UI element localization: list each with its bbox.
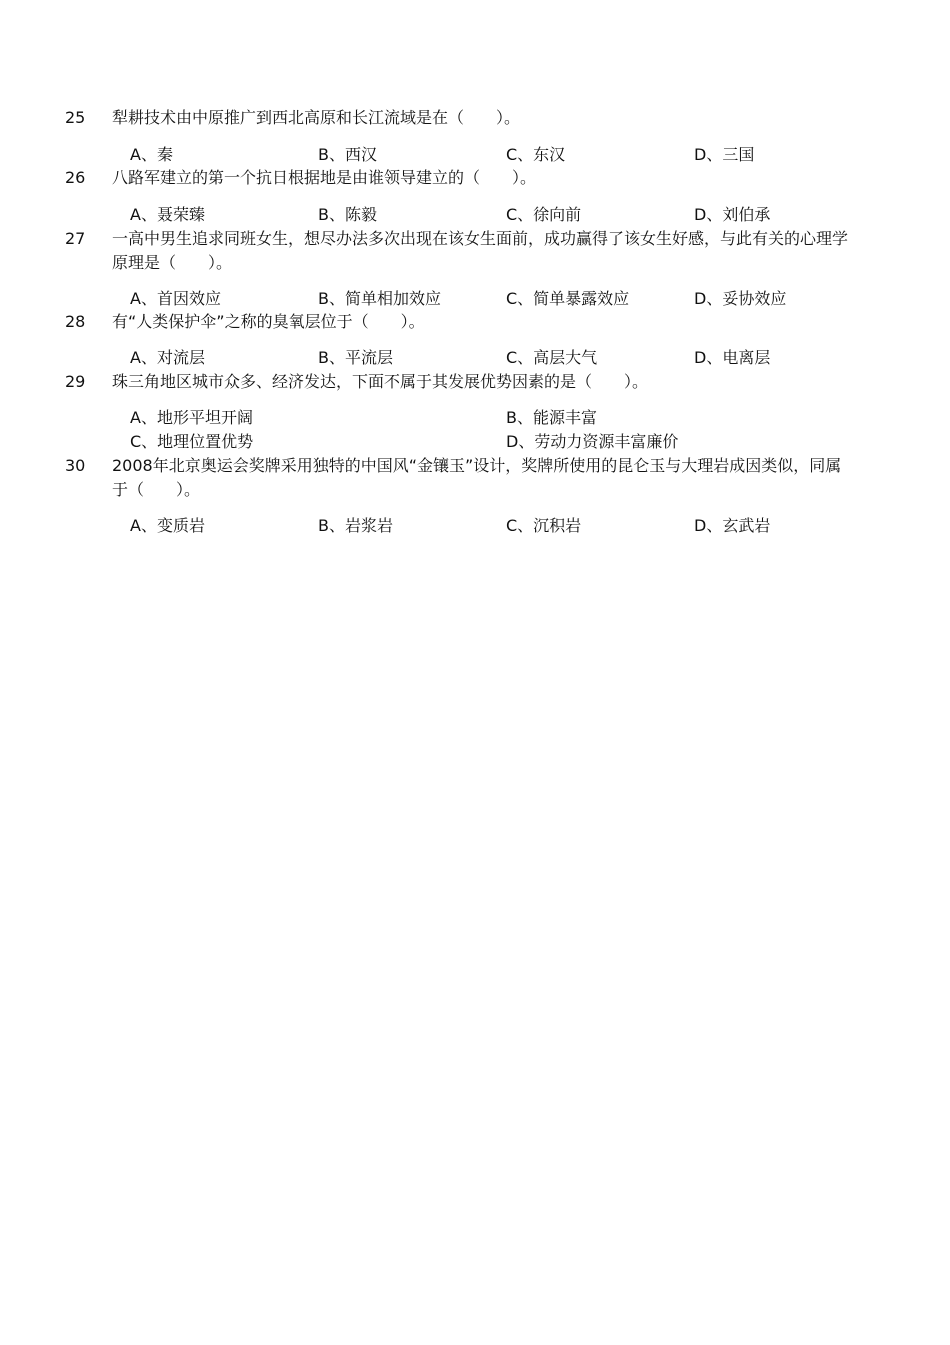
- option-d: D、刘伯承: [694, 205, 771, 224]
- option-d: D、电离层: [694, 348, 771, 367]
- option-c: C、简单暴露效应: [506, 289, 630, 308]
- option-a: A、首因效应: [130, 289, 221, 308]
- question-text: 八路军建立的第一个抗日根据地是由谁领导建立的（ ）。: [112, 168, 537, 187]
- option-a: A、秦: [130, 145, 173, 164]
- option-b: B、简单相加效应: [318, 289, 441, 308]
- question-text: 一高中男生追求同班女生，想尽办法多次出现在该女生面前，成功赢得了该女生好感，与此有关的心理学原理是（ ）。: [112, 229, 849, 272]
- option-b: B、平流层: [318, 348, 393, 367]
- option-d: D、劳动力资源丰富廉价: [506, 432, 679, 451]
- option-c: C、高层大气: [506, 348, 598, 367]
- question-text: 有“人类保护伞”之称的臭氧层位于（ ）。: [112, 312, 425, 331]
- question-number: 29: [65, 372, 86, 391]
- option-b: B、西汉: [318, 145, 377, 164]
- option-d: D、玄武岩: [694, 516, 771, 535]
- option-a: A、地形平坦开阔: [130, 408, 253, 427]
- option-d: D、妥协效应: [694, 289, 787, 308]
- option-a: A、聂荣臻: [130, 205, 205, 224]
- option-c: C、地理位置优势: [130, 432, 254, 451]
- question-text: 2008年北京奥运会奖牌采用独特的中国风“金镶玉”设计，奖牌所使用的昆仑玉与大理岩成因类似，同属于（ ）。: [112, 456, 842, 499]
- question-number: 25: [65, 108, 86, 127]
- option-c: C、徐向前: [506, 205, 582, 224]
- option-c: C、东汉: [506, 145, 566, 164]
- question-number: 30: [65, 456, 86, 475]
- option-c: C、沉积岩: [506, 516, 582, 535]
- option-b: B、能源丰富: [506, 408, 597, 427]
- option-b: B、岩浆岩: [318, 516, 393, 535]
- question-number: 28: [65, 312, 86, 331]
- question-text: 珠三角地区城市众多、经济发达，下面不属于其发展优势因素的是（ ）。: [112, 372, 649, 391]
- option-b: B、陈毅: [318, 205, 377, 224]
- option-d: D、三国: [694, 145, 755, 164]
- question-text: 犁耕技术由中原推广到西北高原和长江流域是在（ ）。: [112, 108, 521, 127]
- question-number: 26: [65, 168, 86, 187]
- option-a: A、对流层: [130, 348, 205, 367]
- question-number: 27: [65, 229, 86, 248]
- option-a: A、变质岩: [130, 516, 205, 535]
